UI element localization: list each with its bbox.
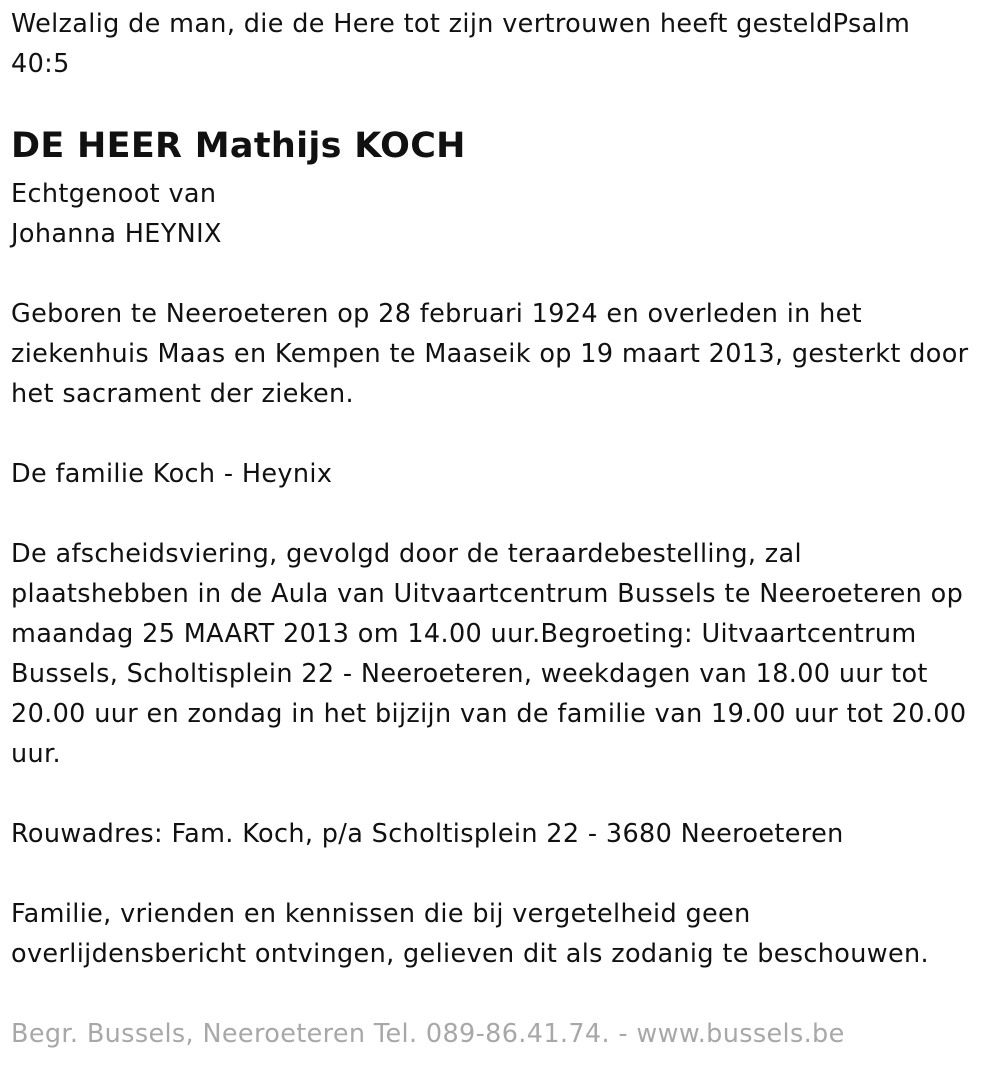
birth-death-line-3: het sacrament der zieken. <box>11 379 354 409</box>
ceremony-line-3: maandag 25 MAART 2013 om 14.00 uur.Begroeting: Uitvaartcentrum <box>11 619 917 649</box>
spouse-line-1: Echtgenoot van <box>11 179 217 209</box>
mourning-address: Rouwadres: Fam. Koch, p/a Scholtisplein 22 - 3680 Neeroeteren <box>11 819 844 849</box>
funeral-home-footer: Begr. Bussels, Neeroeteren Tel. 089-86.41.74. - www.bussels.be <box>11 1019 845 1049</box>
ceremony-line-1: De afscheidsviering, gevolgd door de teraardebestelling, zal <box>11 539 802 569</box>
ceremony-line-6: uur. <box>11 739 61 769</box>
notice-line-2: overlijdensbericht ontvingen, gelieven dit als zodanig te beschouwen. <box>11 939 929 969</box>
ceremony-line-2: plaatshebben in de Aula van Uitvaartcentrum Bussels te Neeroeteren op <box>11 579 964 609</box>
motto-line-1: Welzalig de man, die de Here tot zijn vertrouwen heeft gesteldPsalm <box>11 9 911 39</box>
birth-death-line-2: ziekenhuis Maas en Kempen te Maaseik op 19 maart 2013, gesterkt door <box>11 339 969 369</box>
motto-line-2: 40:5 <box>11 49 70 79</box>
spouse-line-2: Johanna HEYNIX <box>11 219 222 249</box>
birth-death-line-1: Geboren te Neeroeteren op 28 februari 1924 en overleden in het <box>11 299 863 329</box>
family-line: De familie Koch - Heynix <box>11 459 333 489</box>
ceremony-line-4: Bussels, Scholtisplein 22 - Neeroeteren, weekdagen van 18.00 uur tot <box>11 659 928 689</box>
notice-line-1: Familie, vrienden en kennissen die bij vergetelheid geen <box>11 899 751 929</box>
deceased-name: DE HEER Mathijs KOCH <box>11 126 466 166</box>
ceremony-line-5: 20.00 uur en zondag in het bijzijn van de familie van 19.00 uur tot 20.00 <box>11 699 967 729</box>
